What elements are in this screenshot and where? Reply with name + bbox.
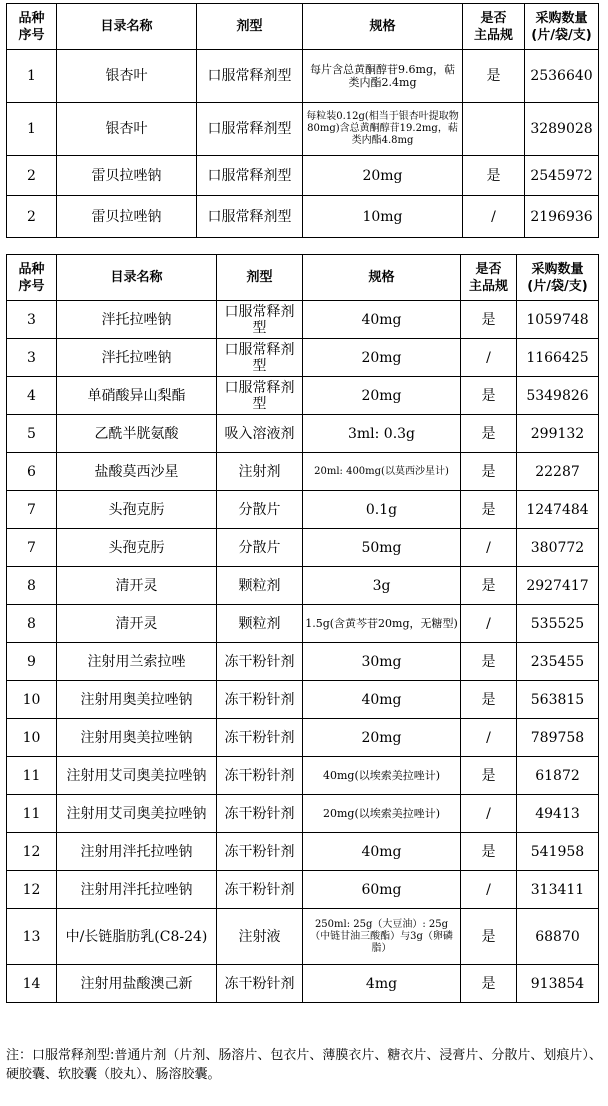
cell-form: 吸入溶液剂 (217, 415, 303, 453)
cell-form: 颗粒剂 (217, 567, 303, 605)
table-row (7, 491, 599, 529)
table-row (7, 757, 599, 795)
cell-spec: 60mg (303, 871, 461, 909)
cell-name: 注射用泮托拉唑钠 (57, 871, 217, 909)
cell-name: 雷贝拉唑钠 (57, 196, 197, 238)
cell-form: 注射液 (217, 909, 303, 965)
cell-main: / (461, 529, 517, 567)
table-row (7, 103, 599, 156)
cell-main: 是 (461, 681, 517, 719)
cell-main: 是 (461, 757, 517, 795)
header-name: 目录名称 (57, 4, 197, 50)
table-row (7, 339, 599, 377)
cell-name: 注射用艾司奥美拉唑钠 (57, 757, 217, 795)
cell-form: 冻干粉针剂 (217, 833, 303, 871)
cell-name: 注射用泮托拉唑钠 (57, 833, 217, 871)
cell-main: 是 (461, 415, 517, 453)
table-header-row (7, 255, 599, 301)
cell-form: 口服常释剂型 (217, 339, 303, 377)
cell-qty: 541958 (517, 833, 599, 871)
cell-spec: 3g (303, 567, 461, 605)
cell-name: 注射用奥美拉唑钠 (57, 719, 217, 757)
cell-main: 是 (461, 643, 517, 681)
cell-spec: 20mg(以埃索美拉唑计) (303, 795, 461, 833)
table-header-row (7, 4, 599, 50)
cell-main: 是 (461, 301, 517, 339)
cell-qty: 68870 (517, 909, 599, 965)
cell-spec: 10mg (303, 196, 463, 238)
cell-seq: 11 (7, 795, 57, 833)
cell-seq: 12 (7, 871, 57, 909)
cell-name: 注射用盐酸澳己新 (57, 965, 217, 1003)
cell-form: 口服常释剂型 (197, 156, 303, 196)
cell-name: 头孢克肟 (57, 491, 217, 529)
cell-seq: 11 (7, 757, 57, 795)
cell-main: / (461, 339, 517, 377)
cell-qty: 380772 (517, 529, 599, 567)
cell-qty: 22287 (517, 453, 599, 491)
cell-spec: 20mg (303, 719, 461, 757)
cell-seq: 8 (7, 605, 57, 643)
cell-seq: 10 (7, 719, 57, 757)
table-row (7, 529, 599, 567)
cell-spec: 20ml: 400mg(以莫西沙星计) (303, 453, 461, 491)
cell-form: 分散片 (217, 529, 303, 567)
cell-name: 乙酰半胱氨酸 (57, 415, 217, 453)
cell-form: 冻干粉针剂 (217, 719, 303, 757)
cell-qty: 1247484 (517, 491, 599, 529)
cell-form: 分散片 (217, 491, 303, 529)
cell-spec: 1.5g(含黄芩苷20mg，无糖型) (303, 605, 461, 643)
table-row (7, 301, 599, 339)
cell-qty: 789758 (517, 719, 599, 757)
cell-seq: 3 (7, 339, 57, 377)
cell-main: 是 (461, 833, 517, 871)
cell-seq: 2 (7, 156, 57, 196)
table-row (7, 156, 599, 196)
cell-form: 口服常释剂型 (197, 50, 303, 103)
cell-main: 是 (461, 965, 517, 1003)
header-main: 是否 主品规 (461, 255, 517, 301)
cell-main (463, 103, 525, 156)
cell-form: 口服常释剂型 (217, 377, 303, 415)
cell-qty: 1059748 (517, 301, 599, 339)
cell-qty: 5349826 (517, 377, 599, 415)
header-name: 目录名称 (57, 255, 217, 301)
cell-qty: 2545972 (525, 156, 599, 196)
cell-form: 冻干粉针剂 (217, 871, 303, 909)
cell-spec: 50mg (303, 529, 461, 567)
table-row (7, 567, 599, 605)
cell-main: / (461, 719, 517, 757)
cell-name: 单硝酸异山梨酯 (57, 377, 217, 415)
cell-spec: 30mg (303, 643, 461, 681)
cell-seq: 8 (7, 567, 57, 605)
cell-form: 口服常释剂型 (217, 301, 303, 339)
table-row (7, 833, 599, 871)
cell-spec: 每粒装0.12g(相当于银杏叶提取物80mg)含总黄酮醇苷19.2mg，萜类内酯4.8mg (303, 103, 463, 156)
cell-seq: 5 (7, 415, 57, 453)
cell-qty: 2196936 (525, 196, 599, 238)
cell-qty: 2927417 (517, 567, 599, 605)
cell-name: 注射用艾司奥美拉唑钠 (57, 795, 217, 833)
cell-main: / (461, 795, 517, 833)
table-row (7, 719, 599, 757)
cell-seq: 2 (7, 196, 57, 238)
table-row (7, 196, 599, 238)
cell-qty: 3289028 (525, 103, 599, 156)
cell-form: 口服常释剂型 (197, 103, 303, 156)
cell-qty: 535525 (517, 605, 599, 643)
cell-qty: 61872 (517, 757, 599, 795)
cell-spec: 3ml: 0.3g (303, 415, 461, 453)
table-row (7, 453, 599, 491)
table-row (7, 643, 599, 681)
header-seq: 品种 序号 (7, 4, 57, 50)
table-row (7, 50, 599, 103)
cell-seq: 9 (7, 643, 57, 681)
cell-main: / (461, 871, 517, 909)
cell-seq: 14 (7, 965, 57, 1003)
cell-main: 是 (461, 453, 517, 491)
cell-qty: 1166425 (517, 339, 599, 377)
cell-main: 是 (461, 909, 517, 965)
cell-spec: 20mg (303, 339, 461, 377)
table-row (7, 377, 599, 415)
cell-seq: 1 (7, 50, 57, 103)
cell-seq: 3 (7, 301, 57, 339)
header-spec: 规格 (303, 255, 461, 301)
cell-name: 泮托拉唑钠 (57, 301, 217, 339)
cell-qty: 2536640 (525, 50, 599, 103)
cell-main: 是 (461, 377, 517, 415)
cell-spec: 40mg(以埃索美拉唑计) (303, 757, 461, 795)
footnote: 注：口服常释剂型:普通片剂（片剂、肠溶片、包衣片、薄膜衣片、糖衣片、浸膏片、分散片、划痕片）、硬胶囊、软胶囊（胶丸）、肠溶胶囊。 (6, 1048, 602, 1082)
cell-name: 盐酸莫西沙星 (57, 453, 217, 491)
table-row (7, 871, 599, 909)
cell-form: 冻干粉针剂 (217, 643, 303, 681)
header-main: 是否 主品规 (463, 4, 525, 50)
cell-main: 是 (461, 491, 517, 529)
cell-main: 是 (463, 50, 525, 103)
cell-name: 银杏叶 (57, 50, 197, 103)
cell-qty: 235455 (517, 643, 599, 681)
cell-spec: 250ml: 25g（大豆油）: 25g（中链甘油三酸酯）与3g（卵磷脂） (303, 909, 461, 965)
cell-main: / (461, 605, 517, 643)
cell-name: 中/长链脂肪乳(C8-24) (57, 909, 217, 965)
header-form: 剂型 (217, 255, 303, 301)
procurement-table-2 (6, 254, 599, 1003)
procurement-table-1 (6, 3, 599, 238)
cell-spec: 4mg (303, 965, 461, 1003)
cell-seq: 1 (7, 103, 57, 156)
cell-form: 冻干粉针剂 (217, 757, 303, 795)
cell-seq: 4 (7, 377, 57, 415)
cell-main: / (463, 196, 525, 238)
cell-form: 颗粒剂 (217, 605, 303, 643)
cell-name: 注射用兰索拉唑 (57, 643, 217, 681)
table-row (7, 605, 599, 643)
cell-name: 泮托拉唑钠 (57, 339, 217, 377)
cell-spec: 40mg (303, 681, 461, 719)
cell-seq: 7 (7, 491, 57, 529)
cell-name: 头孢克肟 (57, 529, 217, 567)
cell-name: 银杏叶 (57, 103, 197, 156)
cell-qty: 913854 (517, 965, 599, 1003)
cell-name: 清开灵 (57, 605, 217, 643)
table-row (7, 415, 599, 453)
cell-form: 冻干粉针剂 (217, 795, 303, 833)
header-seq: 品种 序号 (7, 255, 57, 301)
cell-form: 注射剂 (217, 453, 303, 491)
cell-spec: 每片含总黄酮醇苷9.6mg，萜类内酯2.4mg (303, 50, 463, 103)
cell-qty: 313411 (517, 871, 599, 909)
cell-form: 口服常释剂型 (197, 196, 303, 238)
cell-name: 雷贝拉唑钠 (57, 156, 197, 196)
cell-name: 清开灵 (57, 567, 217, 605)
cell-main: 是 (463, 156, 525, 196)
cell-seq: 13 (7, 909, 57, 965)
cell-name: 注射用奥美拉唑钠 (57, 681, 217, 719)
cell-spec: 40mg (303, 833, 461, 871)
cell-spec: 0.1g (303, 491, 461, 529)
cell-seq: 10 (7, 681, 57, 719)
header-qty: 采购数量 (片/袋/支) (517, 255, 599, 301)
table-row (7, 909, 599, 965)
table-row (7, 965, 599, 1003)
header-qty: 采购数量 (片/袋/支) (525, 4, 599, 50)
cell-qty: 563815 (517, 681, 599, 719)
cell-seq: 6 (7, 453, 57, 491)
cell-seq: 7 (7, 529, 57, 567)
table-row (7, 681, 599, 719)
cell-spec: 40mg (303, 301, 461, 339)
cell-seq: 12 (7, 833, 57, 871)
cell-qty: 49413 (517, 795, 599, 833)
cell-spec: 20mg (303, 156, 463, 196)
cell-main: 是 (461, 567, 517, 605)
cell-form: 冻干粉针剂 (217, 965, 303, 1003)
header-form: 剂型 (197, 4, 303, 50)
cell-spec: 20mg (303, 377, 461, 415)
cell-form: 冻干粉针剂 (217, 681, 303, 719)
cell-qty: 299132 (517, 415, 599, 453)
table-row (7, 795, 599, 833)
header-spec: 规格 (303, 4, 463, 50)
